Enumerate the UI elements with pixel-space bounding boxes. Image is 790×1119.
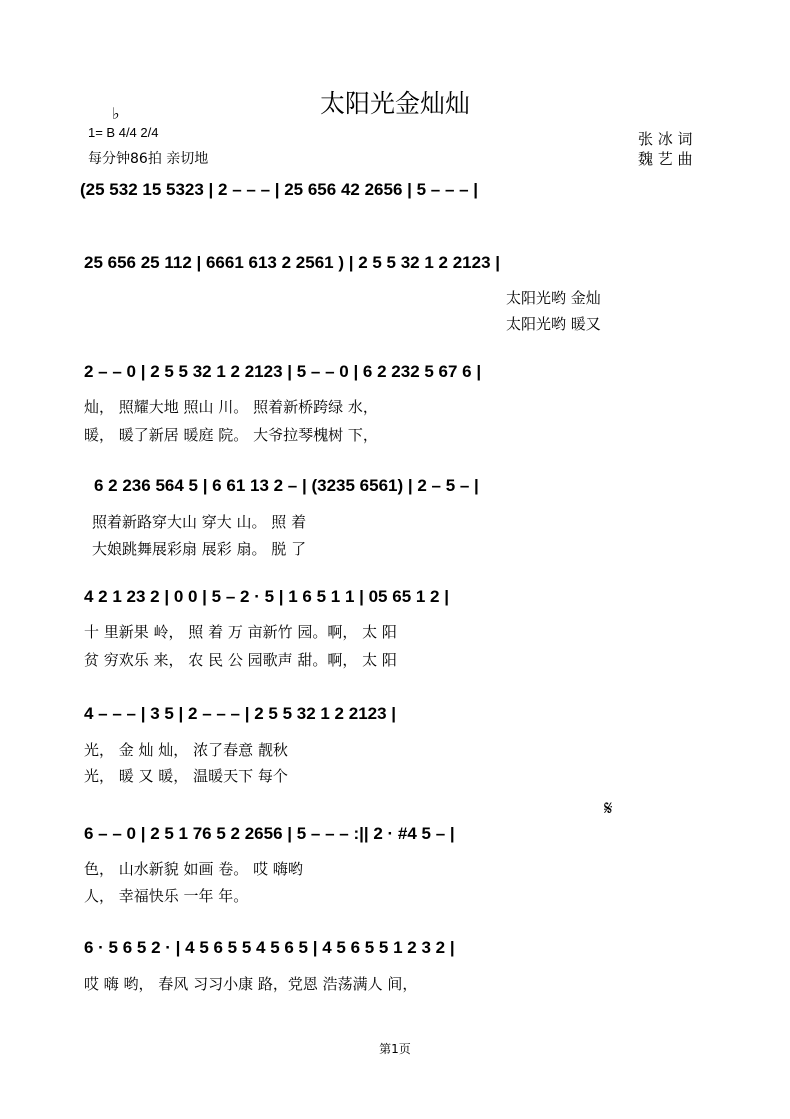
score-row-1-notes: (25 532 15 5323 | 2 – – – | 25 656 42 2656 | 5 – – – | (80, 180, 479, 199)
score-row-2-notes: 25 656 25 112 | 6661 613 2 2561 ) | 2 5 5 32 1 2 2123 | (84, 253, 501, 272)
flat-sign: ♭ (112, 104, 120, 123)
score-row-5-notes: 4 2 1 23 2 | 0 0 | 5 – 2 · 5 | 1 6 5 1 1 | 05 65 1 2 | (84, 587, 449, 606)
composer-credit: 魏 艺 曲 (638, 150, 693, 168)
lyric-row-5-verse-2: 贫 穷欢乐 来， 农 民 公 园歌声 甜。啊， 太 阳 (84, 651, 397, 669)
score-row-3-notes: 2 – – 0 | 2 5 5 32 1 2 2123 | 5 – – 0 | 6 2 232 5 67 6 | (84, 362, 482, 381)
score-row-6-notes: 4 – – – | 3 5 | 2 – – – | 2 5 5 32 1 2 2123 | (84, 704, 397, 723)
tempo-marking: 每分钟86拍 亲切地 (88, 151, 209, 167)
score-row-4-notes: 6 2 236 564 5 | 6 61 13 2 – | (3235 6561) | 2 – 5 – | (94, 476, 479, 495)
lyric-row-7-verse-1: 色， 山水新貌 如画 卷。 哎 嗨哟 (84, 860, 303, 878)
lyric-row-7-verse-2: 人， 幸福快乐 一年 年。 (84, 887, 249, 905)
lyric-row-2-verse-1: 太阳光哟 金灿 (506, 289, 601, 307)
lyric-row-3-verse-2: 暖， 暖了新居 暖庭 院。 大爷拉琴槐树 下， (84, 426, 378, 444)
lyric-row-4-verse-2: 大娘跳舞展彩扇 展彩 扇。 脱 了 (92, 540, 307, 558)
score-row-8-notes: 6 · 5 6 5 2 · | 4 5 6 5 5 4 5 6 5 | 4 5 6 5 5 1 2 3 2 | (84, 938, 455, 957)
lyricist-credit: 张 冰 词 (638, 130, 693, 148)
lyric-row-3-verse-1: 灿， 照耀大地 照山 川。 照着新桥跨绿 水， (84, 398, 378, 416)
song-title: 太阳光金灿灿 (319, 89, 470, 118)
page-footer: 第1页 (379, 1042, 411, 1056)
lyric-row-6-verse-2: 光， 暖 又 暖， 温暖天下 每个 (84, 767, 288, 785)
segno-sign: 𝄋 (604, 796, 613, 820)
lyric-row-6-verse-1: 光， 金 灿 灿， 浓了春意 靓秋 (84, 741, 288, 759)
lyric-row-8-verse-1: 哎 嗨 哟， 春风 习习小康 路，党恩 浩荡满人 间， (84, 975, 418, 993)
lyric-row-4-verse-1: 照着新路穿大山 穿大 山。 照 着 (92, 513, 307, 531)
lyric-row-5-verse-1: 十 里新果 岭， 照 着 万 亩新竹 园。啊， 太 阳 (84, 623, 397, 641)
lyric-row-2-verse-2: 太阳光哟 暖又 (506, 315, 601, 333)
key-signature: 1= B 4/4 2/4 (88, 125, 159, 140)
score-row-7-notes: 6 – – 0 | 2 5 1 76 5 2 2656 | 5 – – – :|| 2 · #4 5 – | (84, 824, 455, 843)
